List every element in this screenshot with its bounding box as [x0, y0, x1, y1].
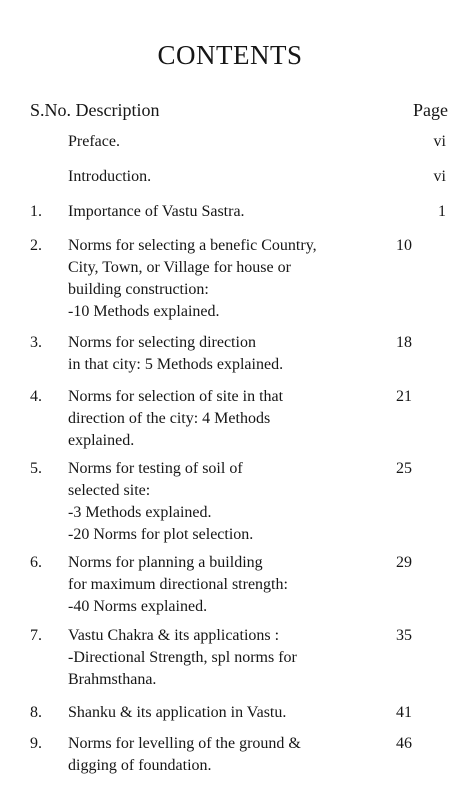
entry-number: 2.: [30, 237, 42, 254]
entry-page: 41: [396, 704, 412, 721]
entry-line: Vastu Chakra & its applications :: [68, 627, 280, 644]
entry-number: 4.: [30, 388, 42, 405]
entry-line: for maximum directional strength:: [68, 576, 288, 593]
entry-page: 35: [396, 627, 412, 644]
entry-number: 6.: [30, 554, 42, 571]
entry-line: Introduction.: [68, 168, 152, 185]
entry-line: City, Town, or Village for house or: [68, 259, 291, 276]
entry-line: Norms for levelling of the ground &: [68, 735, 301, 752]
entry-page: 18: [396, 334, 412, 351]
entry-line: Norms for selecting a benefic Country,: [68, 237, 317, 254]
column-header-page: Page: [413, 100, 448, 120]
entry-line: -3 Methods explained.: [68, 504, 212, 521]
entry-number: 8.: [30, 704, 42, 721]
entry-description: [68, 386, 358, 452]
entry-description: [68, 702, 358, 724]
entry-line: Importance of Vastu Sastra.: [68, 203, 245, 220]
entry-line: explained.: [68, 432, 135, 449]
entry-page: 46: [396, 735, 412, 752]
entry-description: [68, 131, 358, 153]
entry-number: 3.: [30, 334, 42, 351]
entry-description: [68, 235, 358, 323]
entry-line: building construction:: [68, 281, 209, 298]
entry-line: -10 Methods explained.: [68, 303, 220, 320]
entry-description: [68, 201, 358, 223]
entry-line: direction of the city: 4 Methods: [68, 410, 271, 427]
column-header-sno-description: S.No. Description: [30, 100, 160, 120]
entry-number: 7.: [30, 627, 42, 644]
entry-line: selected site:: [68, 482, 151, 499]
entry-line: Shanku & its application in Vastu.: [68, 704, 287, 721]
entry-page: vi: [433, 168, 446, 185]
entry-page: 10: [396, 237, 412, 254]
entry-description: [68, 625, 358, 691]
entry-number: 9.: [30, 735, 42, 752]
entry-line: in that city: 5 Methods explained.: [68, 356, 284, 373]
entry-line: Brahmsthana.: [68, 671, 157, 688]
entry-line: Preface.: [68, 133, 120, 150]
entry-page: 1: [438, 203, 446, 220]
entry-line: -40 Norms explained.: [68, 598, 208, 615]
entry-line: -Directional Strength, spl norms for: [68, 649, 297, 666]
entry-page: 25: [396, 460, 412, 477]
entry-line: Norms for planning a building: [68, 554, 263, 571]
entry-line: digging of foundation.: [68, 757, 212, 774]
entry-number: 5.: [30, 460, 42, 477]
entry-line: Norms for selecting direction: [68, 334, 256, 351]
entry-page: 21: [396, 388, 412, 405]
page-title: CONTENTS: [157, 40, 303, 70]
entry-line: Norms for selection of site in that: [68, 388, 284, 405]
entry-page: vi: [433, 133, 446, 150]
entry-description: [68, 733, 358, 777]
entry-line: -20 Norms for plot selection.: [68, 526, 254, 543]
entry-description: [68, 166, 358, 188]
entry-number: 1.: [30, 203, 42, 220]
entry-description: [68, 552, 358, 618]
entry-page: 29: [396, 554, 412, 571]
entry-description: [68, 332, 358, 376]
entry-line: Norms for testing of soil of: [68, 460, 243, 477]
entry-description: [68, 458, 358, 546]
